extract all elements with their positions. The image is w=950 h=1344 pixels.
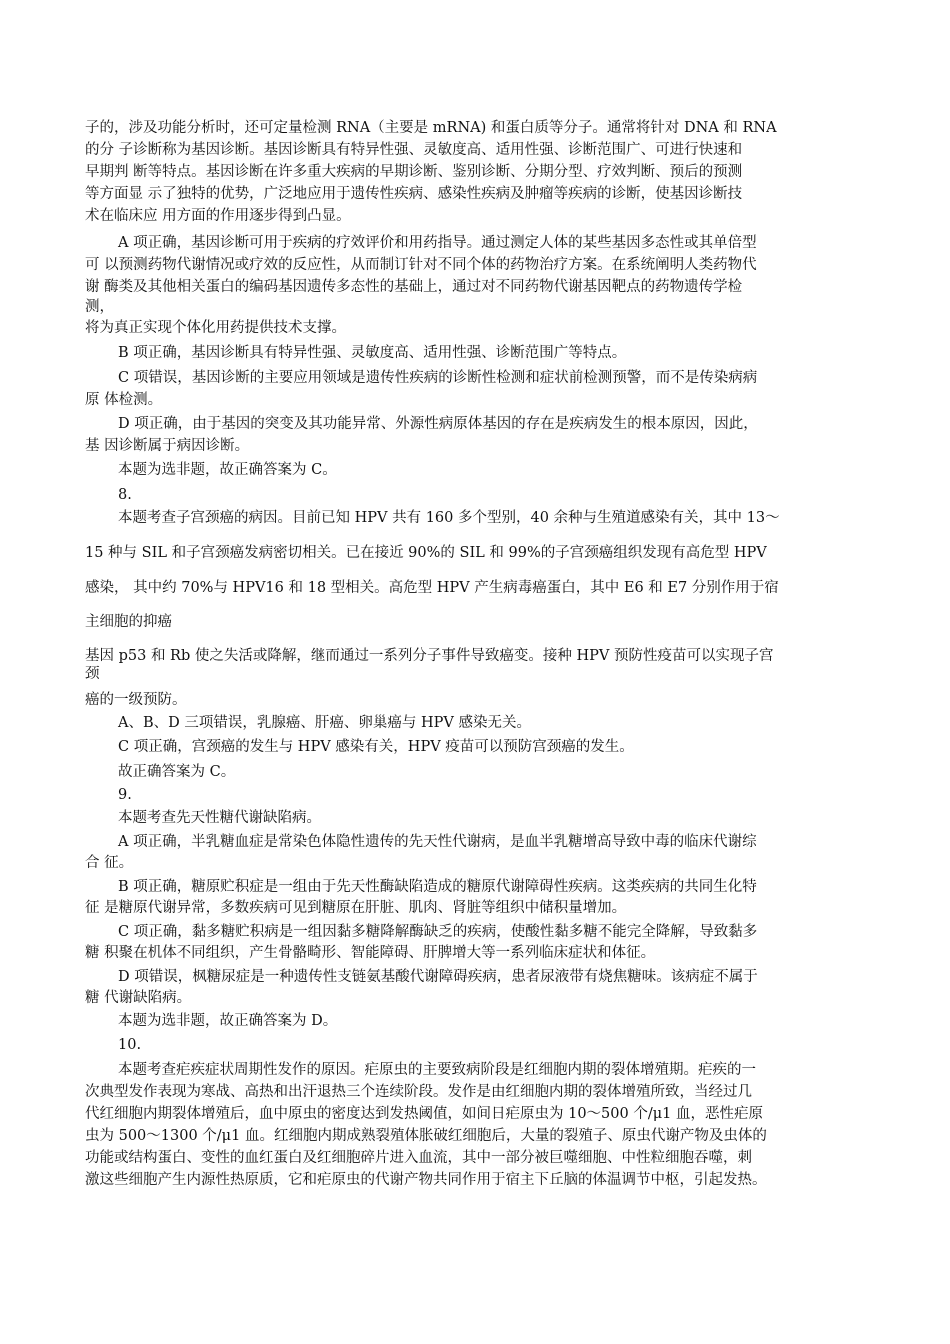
text-line: C 项正确，黏多糖贮积病是一组因黏多糖降解酶缺乏的疾病，使酸性黏多糖不能完全降解，导致黏多 — [118, 924, 758, 940]
text-line: 本题考查先天性糖代谢缺陷病。 — [118, 810, 321, 826]
text-line: 基因 p53 和 Rb 使之失活或降解，继而通过一系列分子事件导致癌变。接种 HPV 预防性疫苗可以实现子宫 — [85, 648, 774, 664]
text-line: A 项正确，基因诊断可用于疾病的疗效评价和用药指导。通过测定人体的某些基因多态性或其单倍型 — [118, 235, 757, 251]
text-line: A 项正确，半乳糖血症是常染色体隐性遗传的先天性代谢病，是血半乳糖增高导致中毒的临床代谢综 — [118, 834, 757, 850]
text-line: 等方面显 示了独特的优势，广泛地应用于遗传性疾病、感染性疾病及肿瘤等疾病的诊断，使基因诊断技 — [85, 186, 743, 202]
text-line: 测， — [85, 299, 114, 315]
text-line: 故正确答案为 C。 — [118, 764, 236, 780]
text-line: B 项正确，基因诊断具有特异性强、灵敏度高、适用性强、诊断范围广等特点。 — [118, 345, 627, 361]
text-line: 早期判 断等特点。基因诊断在许多重大疾病的早期诊断、鉴别诊断、分期分型、疗效判断、预后的预测 — [85, 164, 743, 180]
text-line: 代红细胞内期裂体增殖后，血中原虫的密度达到发热阈值，如间日疟原虫为 10～500 个/μ1 血，恶性疟原 — [85, 1106, 763, 1122]
text-line: 次典型发作表现为寒战、高热和出汗退热三个连续阶段。发作是由红细胞内期的裂体增殖所致，当经过几 — [85, 1084, 752, 1100]
question-number: 8. — [118, 487, 132, 503]
text-line: 虫为 500～1300 个/μ1 血。红细胞内期成熟裂殖体胀破红细胞后，大量的裂殖子、原虫代谢产物及虫体的 — [85, 1128, 767, 1144]
text-line: C 项错误，基因诊断的主要应用领域是遗传性疾病的诊断性检测和症状前检测预警，而不是传染病病 — [118, 370, 758, 386]
text-line: 功能或结构蛋白、变性的血红蛋白及红细胞碎片进入血流，其中一部分被巨噬细胞、中性粒细胞吞噬，刺 — [85, 1150, 752, 1166]
text-line: 激这些细胞产生内源性热原质，它和疟原虫的代谢产物共同作用于宿主下丘脑的体温调节中枢，引起发热。 — [85, 1172, 767, 1188]
text-line: 的分 子诊断称为基因诊断。基因诊断具有特异性强、灵敏度高、适用性强、诊断范围广、可进行快速和 — [85, 142, 743, 158]
text-line: D 项正确，由于基因的突变及其功能异常、外源性病原体基因的存在是疾病发生的根本原因，因此， — [118, 416, 758, 432]
text-line: 颈 — [85, 666, 100, 682]
text-line: 基 因诊断属于病因诊断。 — [85, 438, 250, 454]
text-line: 癌的一级预防。 — [85, 692, 187, 708]
text-line: 术在临床应 用方面的作用逐步得到凸显。 — [85, 208, 351, 224]
question-number: 9. — [118, 787, 132, 803]
text-line: 感染， 其中约 70%与 HPV16 和 18 型相关。高危型 HPV 产生病毒癌蛋白，其中 E6 和 E7 分别作用于宿 — [85, 580, 779, 596]
question-number: 10. — [118, 1037, 142, 1053]
text-line: 本题为选非题，故正确答案为 C。 — [118, 462, 337, 478]
text-line: 本题为选非题，故正确答案为 D。 — [118, 1013, 338, 1029]
text-line: A、B、D 三项错误，乳腺癌、肝癌、卵巢癌与 HPV 感染无关。 — [118, 715, 531, 731]
text-line: 子的，涉及功能分析时，还可定量检测 RNA（主要是 mRNA) 和蛋白质等分子。通常将针对 DNA 和 RNA — [85, 120, 777, 136]
text-line: 主细胞的抑癌 — [85, 614, 172, 630]
text-line: 可 以预测药物代谢情况或疗效的反应性，从而制订针对不同个体的药物治疗方案。在系统阐明人类药物代 — [85, 257, 757, 273]
text-line: 原 体检测。 — [85, 392, 163, 408]
text-line: 谢 酶类及其他相关蛋白的编码基因遗传多态性的基础上，通过对不同药物代谢基因靶点的药物遗传学检 — [85, 279, 743, 295]
text-line: 15 种与 SIL 和子宫颈癌发病密切相关。已在接近 90%的 SIL 和 99%的子宫颈癌组织发现有高危型 HPV — [85, 545, 767, 561]
text-line: B 项正确，糖原贮积症是一组由于先天性酶缺陷造成的糖原代谢障碍性疾病。这类疾病的共同生化特 — [118, 879, 757, 895]
text-line: C 项正确，宫颈癌的发生与 HPV 感染有关，HPV 疫苗可以预防宫颈癌的发生。 — [118, 739, 634, 755]
text-line: 本题考查子宫颈癌的病因。目前已知 HPV 共有 160 多个型别，40 余种与生殖道感染有关，其中 13～ — [118, 510, 780, 526]
text-line: 合 征。 — [85, 855, 134, 871]
text-line: 糖 代谢缺陷病。 — [85, 990, 192, 1006]
text-line: 糖 积聚在机体不同组织，产生骨骼畸形、智能障碍、肝脾增大等一系列临床症状和体征。 — [85, 945, 656, 961]
text-line: D 项错误，枫糖尿症是一种遗传性支链氨基酸代谢障碍疾病，患者尿液带有烧焦糖味。该病症不属于 — [118, 969, 758, 985]
text-line: 本题考查疟疾症状周期性发作的原因。疟原虫的主要致病阶段是红细胞内期的裂体增殖期。疟疾的一 — [118, 1062, 756, 1078]
text-line: 征 是糖原代谢异常，多数疾病可见到糖原在肝脏、肌肉、肾脏等组织中储积量增加。 — [85, 900, 627, 916]
text-line: 将为真正实现个体化用药提供技术支撑。 — [85, 320, 346, 336]
